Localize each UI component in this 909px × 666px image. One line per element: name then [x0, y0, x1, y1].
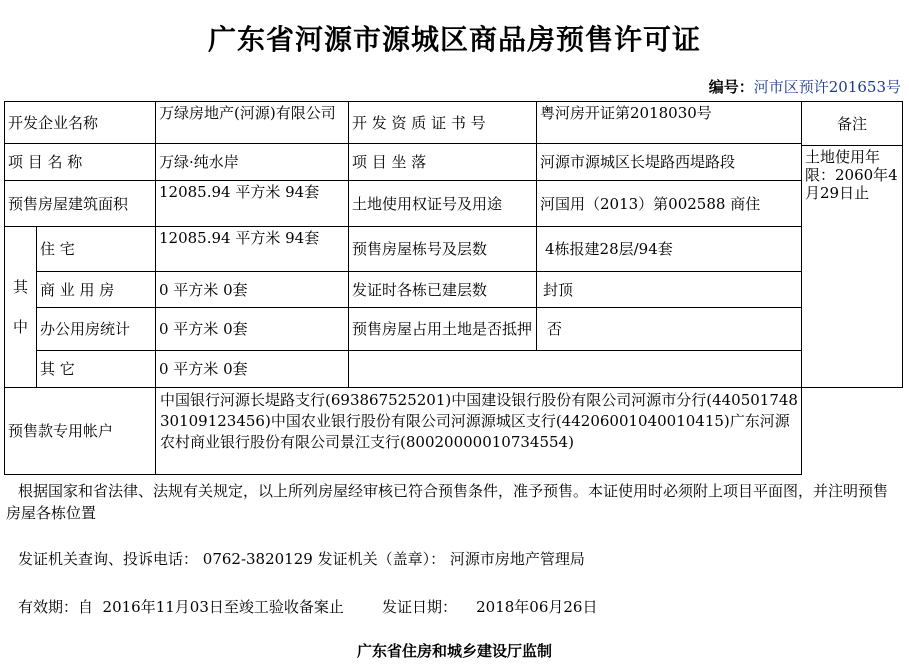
developer-label: 开发企业名称: [4, 101, 156, 144]
commercial-value: 0 平方米 0套: [155, 271, 349, 308]
qualification-label: 开 发 资 质 证 书 号: [348, 101, 537, 144]
account-value: 中国银行河源长堤路支行(693867525201)中国建设银行股份有限公司河源市分行(44050174830109123456)中国农业银行股份有限公司河源源城区支行(44206001040010415)广东河源农村商业银行股份有限公司景江支行(80020000010734554): [155, 387, 802, 475]
supervisor-footer: 广东省住房和城乡建设厅监制: [356, 642, 552, 660]
land-cert-label: 土地使用权证号及用途: [348, 180, 537, 227]
account-label: 预售款专用帐户: [4, 387, 156, 475]
mortgage-value: 否: [536, 307, 802, 351]
among-label-1: 其: [12, 278, 28, 296]
certificate-number-label: 编号：: [708, 78, 754, 96]
office-label: 办公用房统计: [36, 307, 156, 351]
remarks-value: 土地使用年限：2060年4月29日止: [801, 145, 903, 388]
project-name-label: 项 目 名 称: [4, 143, 156, 181]
project-location-value: 河源市源城区长堤路西堤路段: [536, 143, 802, 181]
qualification-value: 粤河房开证第2018030号: [536, 101, 802, 144]
approval-statement: 根据国家和省法律、法规有关规定，以上所列房屋经审核已符合预售条件，准予预售。本证使用时必须附上项目平面图，并注明预售房屋各栋位置: [6, 482, 889, 522]
certificate-number: [709, 76, 901, 97]
building-label: 预售房屋栋号及层数: [348, 226, 537, 272]
validity-line: 有效期：自 2016年11月03日至竣工验收备案止 发证日期： 2018年06月26日: [18, 598, 598, 616]
mortgage-label: 预售房屋占用土地是否抵押: [348, 307, 537, 351]
presale-area-label: 预售房屋建筑面积: [4, 180, 156, 227]
office-value: 0 平方米 0套: [155, 307, 349, 351]
other-empty-cell: [348, 350, 802, 388]
project-name-value: 万绿·纯水岸: [155, 143, 349, 181]
other-label: 其 它: [36, 350, 156, 388]
other-value: 0 平方米 0套: [155, 350, 349, 388]
residential-label: 住 宅: [36, 226, 156, 272]
commercial-label: 商 业 用 房: [36, 271, 156, 308]
presale-area-value: 12085.94 平方米 94套: [155, 180, 349, 227]
residential-value: 12085.94 平方米 94套: [155, 226, 349, 272]
floors-built-value: 封顶: [536, 271, 802, 308]
among-label: [4, 226, 37, 388]
document-title: 广东省河源市源城区商品房预售许可证: [207, 23, 701, 56]
contact-line: 发证机关查询、投诉电话： 0762-3820129 发证机关（盖章）： 河源市房地产管理局: [18, 550, 585, 568]
remarks-label: 备注: [801, 101, 903, 146]
certificate-number-value: 河市区预许201653号: [753, 78, 901, 96]
floors-built-label: 发证时各栋已建层数: [348, 271, 537, 308]
project-location-label: 项 目 坐 落: [348, 143, 537, 181]
among-label-2: 中: [12, 318, 28, 336]
land-cert-value: 河国用（2013）第002588 商住: [536, 180, 802, 227]
developer-value: 万绿房地产(河源)有限公司: [155, 101, 349, 144]
building-value: 4栋报建28层/94套: [536, 226, 802, 272]
